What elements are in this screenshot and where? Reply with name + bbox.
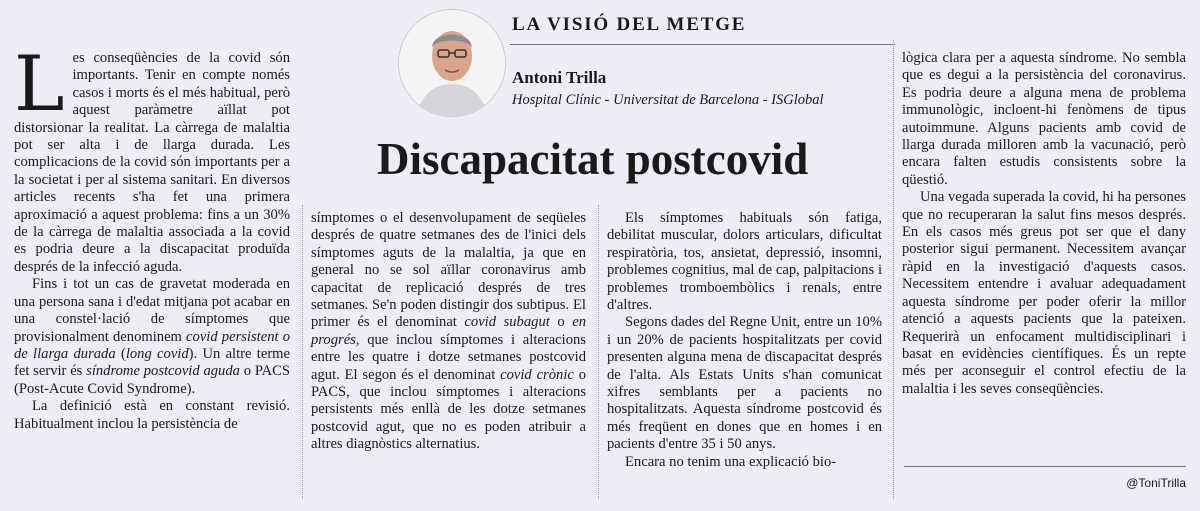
- paragraph-text: o: [549, 314, 573, 331]
- author-photo: [398, 9, 506, 117]
- paragraph-text: lògica clara per a aquesta síndrome. No sembla que es degui a la persistència del coronavirus. Es podria deure a alguna mena de problema immunològic, incloent-hi fenòmens de tipus autoimmune. Alguns pacients amb covid de llarga durada milloren amb la vacunació, però encara falten estudis consistents sobre la qüestió.: [902, 50, 1186, 188]
- paragraph: [14, 276, 290, 398]
- paragraph: [14, 398, 290, 433]
- paragraph: [14, 39, 290, 276]
- author-name: Antoni Trilla: [512, 68, 607, 87]
- paragraph-text: o PACS, que inclou símptomes i alteracions persistents més enllà de les dotze setmanes postcovid agut, que no es poden atribuir a altres diagnòstics alternatius.: [311, 366, 586, 453]
- paragraph-text: Encara no tenim una explicació bio-: [625, 453, 837, 470]
- paragraph-text: La definició està en constant revisió. Habitualment inclou la persistència de: [14, 398, 290, 432]
- paragraph-text: Fins i tot un cas de gravetat moderada en una persona sana i d'edat mitjana pot acabar en una constel·lació de símptomes que provisionalment denominem: [14, 276, 290, 345]
- author-portrait-icon: [399, 10, 505, 116]
- article-column-2: [311, 210, 586, 454]
- paragraph: [902, 50, 1186, 189]
- paragraph: [311, 210, 586, 454]
- column-divider: [893, 40, 894, 499]
- paragraph-text: Una vegada superada la covid, hi ha persones que no recuperaran la salut fins mesos després. En els casos més greus pot ser que el dany posterior sigui permanent. Necessitem avançar ràpid en la investigació d'aquests casos. Necessitem entendre i avaluar adequadament aquesta síndrome per poder oferir la millor atenció a aquests pacients que la pateixen. Requerirà un enfocament multidisciplinari i basat en evidències científiques. És un repte més per aconseguir el control efectiu de la malaltia i les seves conseqüències.: [902, 189, 1186, 397]
- paragraph-text: o PACS (Post-Acute Covid Syndrome).: [14, 363, 290, 397]
- paragraph-text: (: [115, 345, 126, 362]
- italic-term: covid crònic: [500, 366, 574, 383]
- paragraph-text: ). Un altre terme fet servir és: [14, 345, 291, 380]
- paragraph: [902, 189, 1186, 398]
- paragraph-text: Els símptomes habituals són fatiga, debilitat muscular, dolors articulars, dificultat respiratòria, tos, ansietat, depressió, insomni, problemes cognitius, mal de cap, palpitacions i problemes tromboembòlics i renals, entre d'altres.: [607, 210, 882, 314]
- italic-term: long covid: [125, 345, 189, 362]
- italic-term: síndrome postcovid aguda: [86, 363, 240, 380]
- drop-cap: L: [14, 39, 65, 128]
- article-column-3: [607, 210, 882, 471]
- paragraph-text: es conseqüències de la covid són importants. Tenir en compte només casos i morts és el més habitual, però aquest paràmetre aïllat pot distorsionar la realitat. La càrrega de malaltia pot ser alta i de llarga durada. Les complicacions de la covid són importants per a la societat i per al sistema sanitari. En diversos articles recents s'ha fet una primera aproximació a aquest problema: fins a un 30% de la càrrega de malaltia associada a la covid es podria deure a la discapacitat produïda després de la infecció aguda.: [14, 50, 290, 275]
- paragraph: [607, 210, 882, 314]
- footer-divider: [904, 466, 1186, 467]
- header-divider: [510, 44, 895, 45]
- article-column-4: [902, 50, 1186, 398]
- paragraph-text: , que inclou símptomes i alteracions entre les quatre i dotze setmanes postcovid agut. El segon és el denominat: [311, 331, 586, 383]
- article-headline: Discapacitat postcovid: [377, 134, 809, 184]
- paragraph-text: símptomes o el desenvolupament de seqüeles després de quatre setmanes des de l'inici dels símptomes aguts de la malaltia, ja que en general no se sol aïllar coronavirus amb capacitat de replicació després de tres setmanes. Se'n poden distingir dos subtipus. El primer és el denominat: [311, 210, 586, 331]
- paragraph-text: Segons dades del Regne Unit, entre un 10% i un 20% de pacients hospitalitzats per covid presenten alguna mena de discapacitat després de l'alta. Als Estats Units s'han comunicat xifres semblants per a pacients no hospitalitzats. Aquesta síndrome postcovid és més freqüent en dones que en homes i en pacients d'entre 35 i 50 anys.: [607, 314, 882, 453]
- section-title: LA VISIÓ DEL METGE: [512, 14, 747, 35]
- paragraph: [607, 454, 882, 471]
- paragraph: [607, 314, 882, 453]
- article-column-1: [14, 39, 291, 433]
- column-divider: [302, 205, 303, 499]
- italic-term: covid persistent o de llarga durada: [14, 328, 290, 362]
- italic-term: covid subagut: [464, 314, 550, 331]
- twitter-handle: @ToniTrilla: [1126, 476, 1186, 490]
- italic-term: en progrés: [311, 314, 586, 348]
- author-affiliation: Hospital Clínic - Universitat de Barcelona - ISGlobal: [512, 92, 824, 108]
- column-divider: [598, 205, 599, 499]
